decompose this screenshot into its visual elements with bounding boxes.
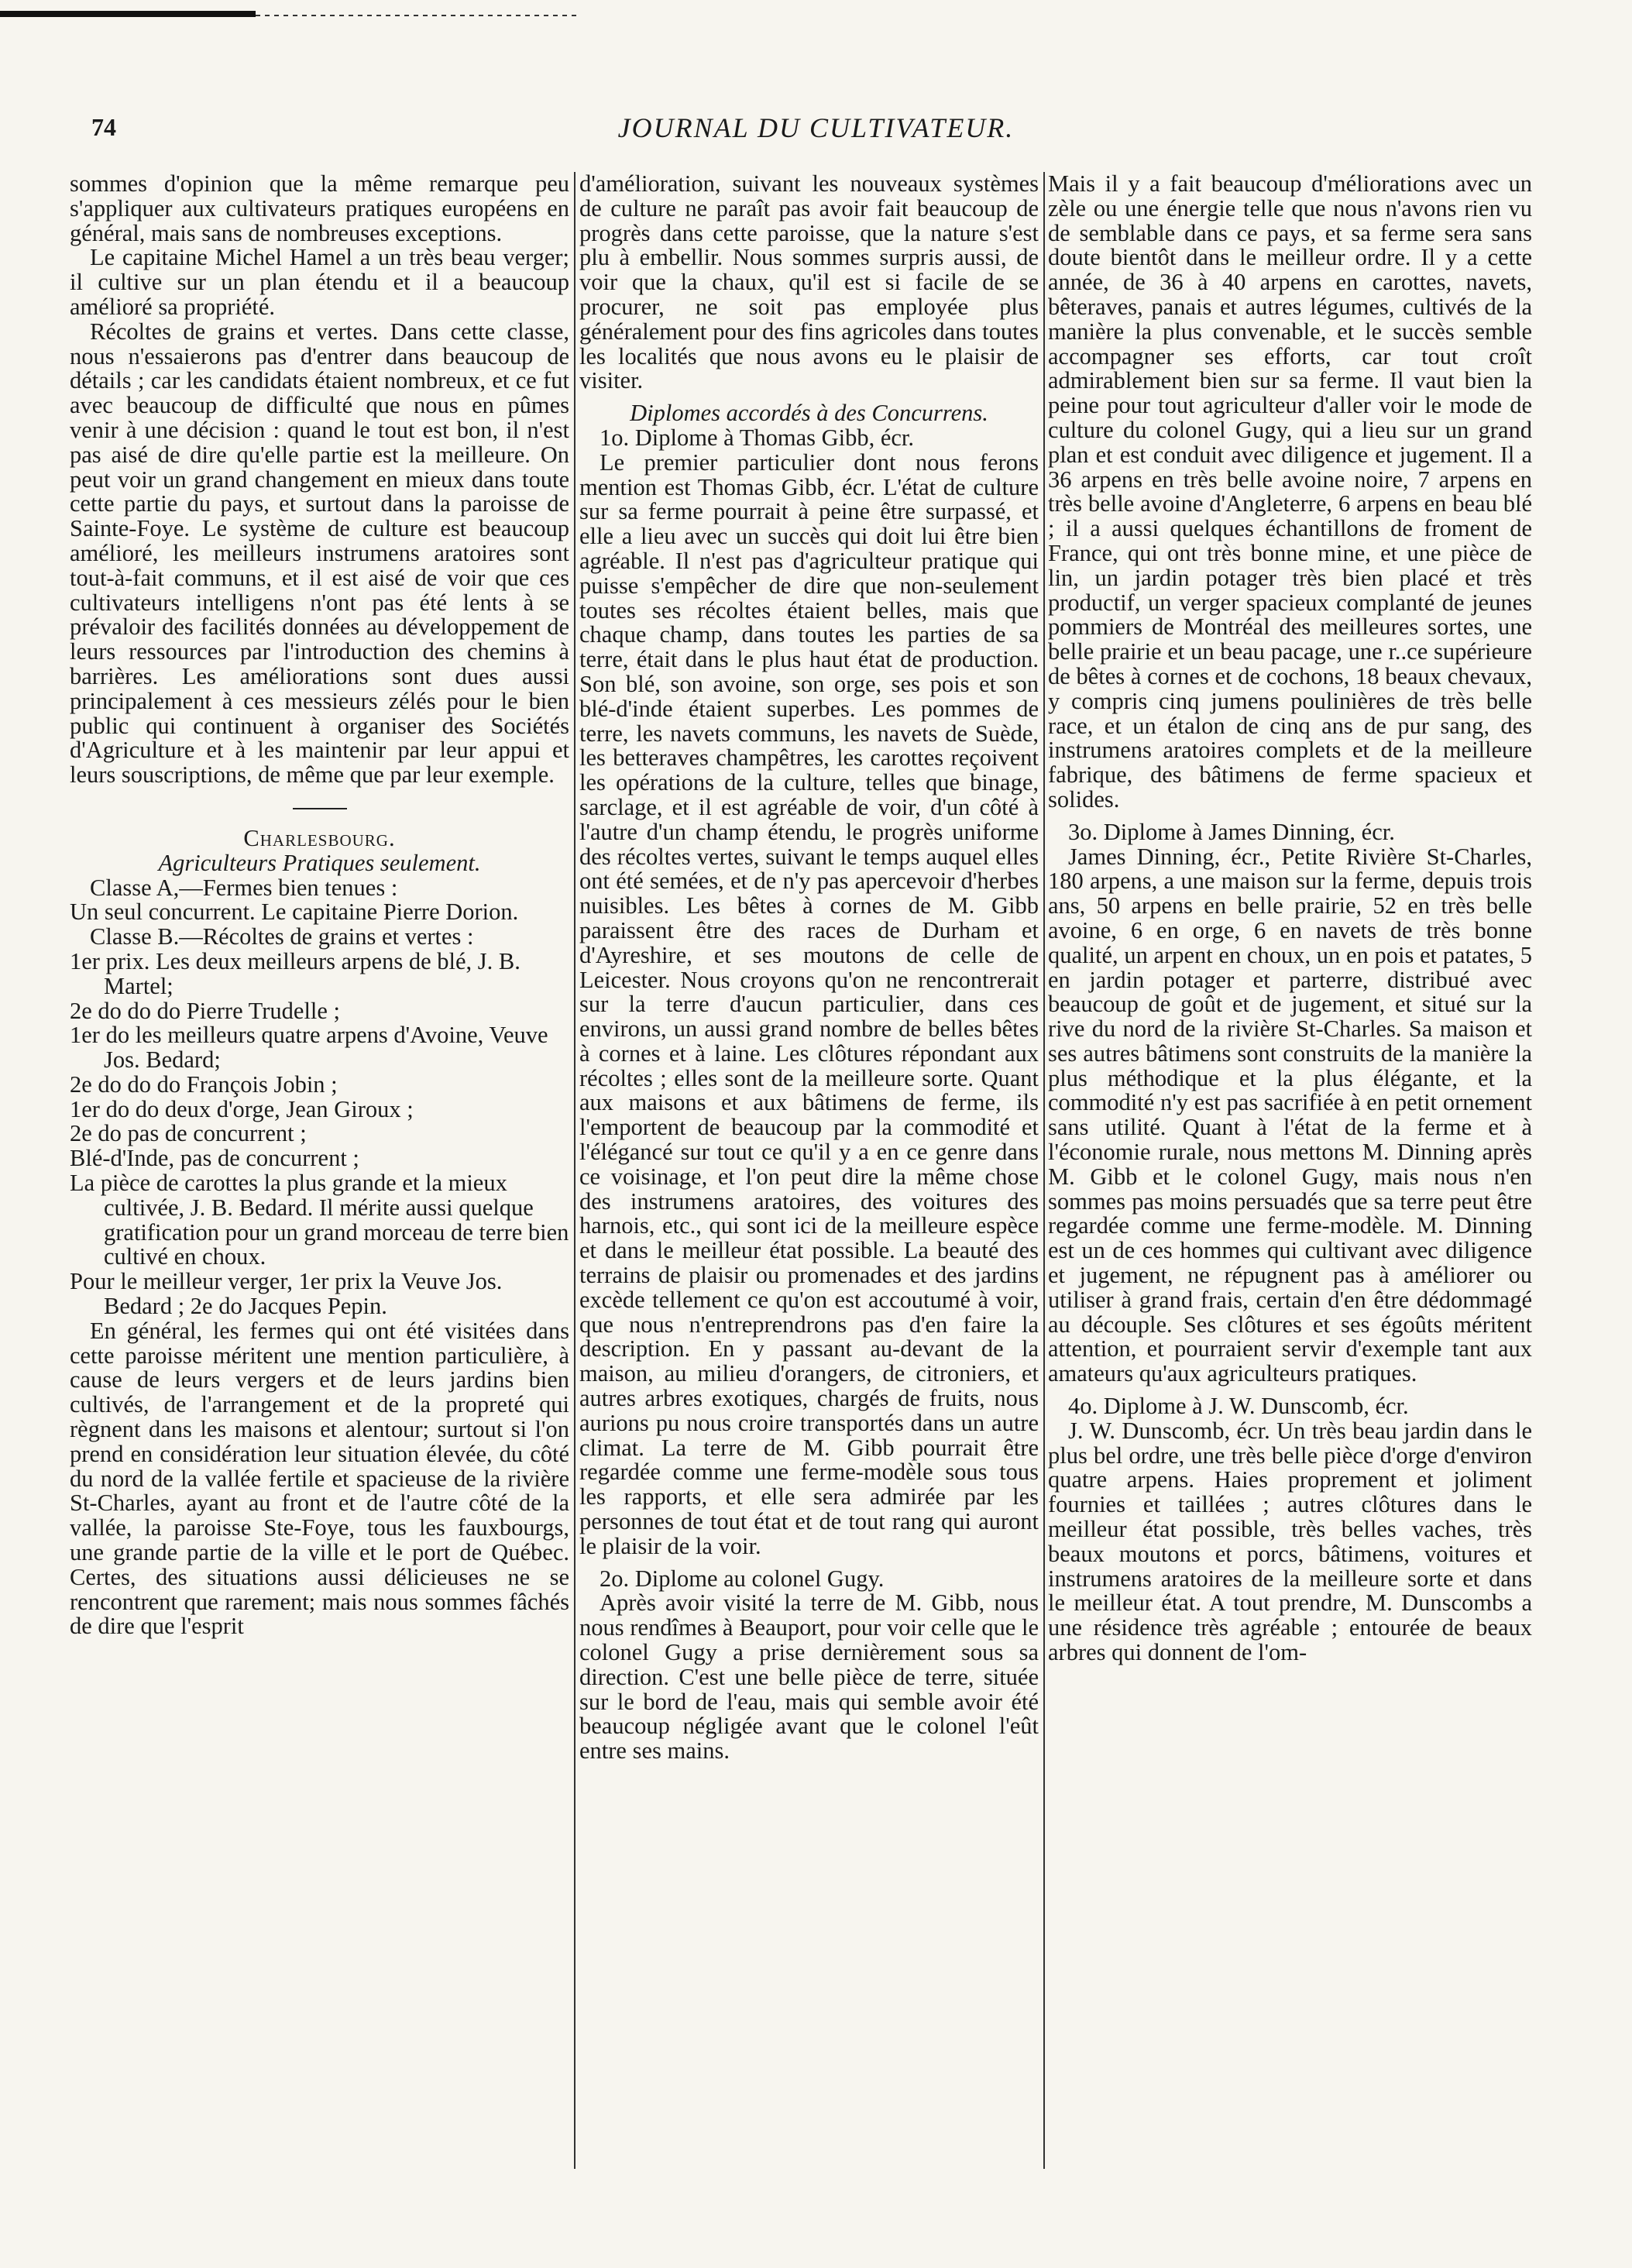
paragraph: d'amélioration, suivant les nouveaux systèmes de culture ne paraît pas avoir fait beaucoup de progrès dans cette paroisse, que la nature s'est plu à embellir. Nous sommes surpris aussi, de voir que la chaux, qu'il est si facile de se procurer, ne soit pas employée plus généralement pour des fins agricoles dans toutes les localités que nous avons eu le plaisir de visiter. [579,172,1039,394]
list-item: Pour le meilleur verger, 1er prix la Veuve Jos. Bedard ; 2e do Jacques Pepin. [70,1268,503,1320]
diploma-title: 1o. Diplome à Thomas Gibb, écr. [600,424,915,451]
list-item: 1er do do deux d'orge, Jean Giroux ; [70,1095,414,1122]
column-divider-1 [574,172,575,2169]
diploma-title: 4o. Diplome à J. W. Dunscomb, écr. [1068,1393,1409,1420]
column-divider-2 [1043,172,1045,2169]
class-heading: Classe A,—Fermes bien tenues : [90,874,398,901]
list-item: 2e do pas de concurrent ; [70,1120,307,1147]
paragraph: Le premier particulier dont nous ferons mention est Thomas Gibb, écr. L'état de culture sur sa ferme pourrait à peine être surpassé, et elle a lieu avec un succès qui doit lui être bien agréable. Il n'est pas d'agriculteur pratique qui puisse s'empêcher de dire que non-seulement toutes ses récoltes étaient belles, mais que chaque champ, dans toutes les parties de sa terre, était dans le plus haut état de production. Son blé, son avoine, son orge, ses pois et son blé-d'inde étaient superbes. Les pommes de terre, les navets communs, les navets de Suède, les betteraves champêtres, les carottes reçoivent les opérations de la culture, telles que binage, sarclage, et il est agréable de voir, d'un côté à l'autre d'un champ étendu, le progrès uniforme des récoltes vertes, suivant le temps auquel elles ont été semées, et de n'y pas apercevoir d'herbes nuisibles. Les bêtes à cornes de M. Gibb paraissent être des races de Durham et d'Ayreshire, et ses moutons de celle de Leicester. Nous croyons qu'on ne rencontrerait sur la terre d'aucun particulier, dans ces environs, un aussi grand nombre de belles bêtes à cornes et à laine. Les clôtures répondant aux récoltes ; elles sont de la meilleure sorte. Quant aux maisons et aux bâtimens de ferme, ils l'emportent de beaucoup par la commodité et l'élégancé sur tout ce qu'il y a en ce genre dans ce voisinage, et l'on peut dire la même chose des instrumens aratoires, des voitures des harnois, etc., qui sont ici de la meilleure espèce et dans le meilleur état possible. La beauté des terrains de plaisir ou promenades et des jardins excède tellement ce qu'on est accoutumé à voir, que nous n'entreprendrons pas d'en faire la description. En y passant au-devant de la maison, au milieu d'orangers, de citroniers, et autres arbres exotiques, chargés de fruits, nous aurions pu nous croire transportés dans un autre climat. La terre de M. Gibb pourrait être regardée comme une ferme-modèle sous tous les rapports, et elle sera admirée par les personnes de tout état et de tout rang qui auront le plaisir de la voir. [579,448,1039,1559]
list-item: Blé-d'Inde, pas de concurrent ; [70,1145,359,1172]
section-heading: Diplomes accordés à des Concurrens. [630,400,988,427]
paragraph: Le capitaine Michel Hamel a un très beau verger; il cultive sur un plan étendu et il a beaucoup amélioré sa propriété. [70,244,569,320]
list-item: La pièce de carottes la plus grande et la mieux cultivée, J. B. Bedard. Il mérite aussi quelque gratification pour un grand morceau de terre bien cultivé en choux. [70,1170,569,1270]
paragraph: Récoltes de grains et vertes. Dans cette classe, nous n'essaierons pas d'entrer dans beaucoup de détails ; car les candidats étaient nombreux, et ce fut avec beaucoup de difficulté que nous en pûmes venir à une décision : quand le tout est bon, il n'est pas aisé de dire qu'elle partie est la meilleure. On peut voir un grand changement en mieux dans toute cette partie du pays, et surtout dans la paroisse de Sainte-Foye. Le système de culture est beaucoup amélioré, les meilleurs instrumens aratoires sont tout-à-fait communs, et il est aisé de voir que ces cultivateurs intelligens n'ont pas été lents à se prévaloir des facilités données au développement de leurs ressources par l'introduction des chemins à barrières. Les améliorations sont dues aussi principalement à ces messieurs zélés pour le bien public qui continuent à organiser des Sociétés d'Agriculture et à les maintenir par leur appui et leurs souscriptions, de même que par leur exemple. [70,318,569,789]
paragraph: J. W. Dunscomb, écr. Un très beau jardin dans le plus bel ordre, une très belle pièce d'orge d'environ quatre arpens. Haies proprement et joliment fournies et taillées ; autres clôtures dans le meilleur état possible, très belles vaches, très beaux moutons et porcs, bâtimens, voitures et instrumens aratoires de la meilleure sorte et dans le meilleur état. A tout prendre, M. Dunscombs a une résidence très agréable ; entourée de beaux arbres qui donnent de l'om- [1048,1417,1532,1666]
column-1 [70,172,569,2186]
section-subheading: Agriculteurs Pratiques seulement. [158,849,481,876]
column-2 [579,172,1039,2186]
column-3 [1048,172,1532,2186]
class-heading: Classe B.—Récoltes de grains et vertes : [90,923,474,950]
paragraph: James Dinning, écr., Petite Rivière St-Charles, 180 arpens, a une maison sur la ferme, depuis trois ans, 50 arpens en belle prairie, 52 en très belle avoine, 6 en orge, 6 en navets de très bonne qualité, un arpent en choux, un en pois et patates, 5 en jardin potager et parterre, distribué avec beaucoup de goût et de jugement, et situé sur la rive du nord de la rivière St-Charles. Sa maison et ses autres bâtimens sont construits de la manière la plus méthodique et la plus élégante, et la commodité n'y est pas sacrifiée à en petit ornement sans utilité. Quant à l'état de la ferme et à l'économie rurale, nous mettons M. Dinning après M. Gibb et le colonel Gugy, mais nous n'en sommes pas moins persuadés que sa terre peut être regardée comme une ferme-modèle. M. Dinning est un de ces hommes qui cultivant avec diligence et jugement, ne répugnent pas à améliorer ou utiliser à grand frais, certain d'en être dédommagé au découple. Ses clôtures et ses égoûts méritent attention, et pourraient servir d'exemple tant aux amateurs qu'aux agriculteurs pratiques. [1048,843,1532,1387]
section-heading: Charlesbourg. [243,824,396,851]
paragraph: En général, les fermes qui ont été visitées dans cette paroisse méritent une mention particulière, à cause de leurs vergers et de leurs jardins bien cultivés, de l'arrangement et de la propreté qui règnent dans les maisons et alentour; surtout si l'on prend en considération leur situation élevée, du côté du nord de la vallée fertile et spacieuse de la rivière St-Charles, ayant au front et de l'autre côté de la vallée, la paroisse Ste-Foye, tous les fauxbourgs, une grande partie de la ville et le port de Québec. Certes, des situations aussi délicieuses ne se rencontrent que rarement; mais nous sommes fâchés de dire que l'esprit [70,1317,569,1640]
top-border-rule-thin [256,15,581,16]
list-item: Un seul concurrent. Le capitaine Pierre Dorion. [70,899,519,926]
diploma-title: 3o. Diplome à James Dinning, écr. [1068,818,1395,845]
top-border-rule [0,11,256,17]
section-separator-rule [293,808,347,809]
page-number: 74 [91,113,116,141]
diploma-title: 2o. Diplome au colonel Gugy. [600,1565,885,1592]
list-item: 2e do do do François Jobin ; [70,1070,338,1098]
list-item: 1er do les meilleurs quatre arpens d'Avoine, Veuve Jos. Bedard; [70,1022,548,1074]
paragraph: sommes d'opinion que la même remarque peu s'appliquer aux cultivateurs pratiques européens en général, mais sans de nombreuses exceptions. [70,172,569,246]
paragraph: Mais il y a fait beaucoup d'méliorations avec un zèle ou une énergie telle que nous n'avons rien vu de semblable dans ce pays, et sa ferme sera sans doute bientôt dans le meilleur ordre. Il y a cette année, de 36 à 40 arpens en carottes, navets, bêteraves, panais et autres légumes, cultivés de la manière la plus convenable, et le succès semble accompagner ses efforts, car tout croît admirablement bien sur sa ferme. Il vaut bien la peine pour tout agriculteur d'aller voir le mode de culture du colonel Gugy, qui a lieu sur un grand plan et est conduit avec diligence et jugement. Il a 36 arpens en très belle avoine noire, 7 arpens en très belle avoine d'Angleterre, 6 arpens en beau blé ; il a aussi quelques échantillons de froment de France, qui ont très bonne mine, et une pièce de lin, un jardin potager très bien placé et très productif, un verger spacieux complanté de jeunes pommiers de Montréal des meilleures sortes, une belle prairie et un beau pacage, une r..ce supérieure de bêtes à cornes et de cochons, 18 beaux chevaux, y compris cinq jumens poulinières de très belle race, et un étalon de cinq ans de pur sang, des instrumens aratoires complets et de la meilleure fabrique, des bâtimens de ferme spacieux et solides. [1048,172,1532,813]
list-item: 2e do do do Pierre Trudelle ; [70,997,341,1024]
paragraph: Après avoir visité la terre de M. Gibb, nous nous rendîmes à Beauport, pour voir celle que le colonel Gugy a prise dernièrement sous sa direction. C'est une belle pièce de terre, située sur le bord de l'eau, mais qui semble avoir été beaucoup négligée avant que le colonel l'eût entre ses mains. [579,1589,1039,1765]
list-item: 1er prix. Les deux meilleurs arpens de blé, J. B. Martel; [70,947,521,999]
running-head-title: JOURNAL DU CULTIVATEUR. [617,112,1015,143]
